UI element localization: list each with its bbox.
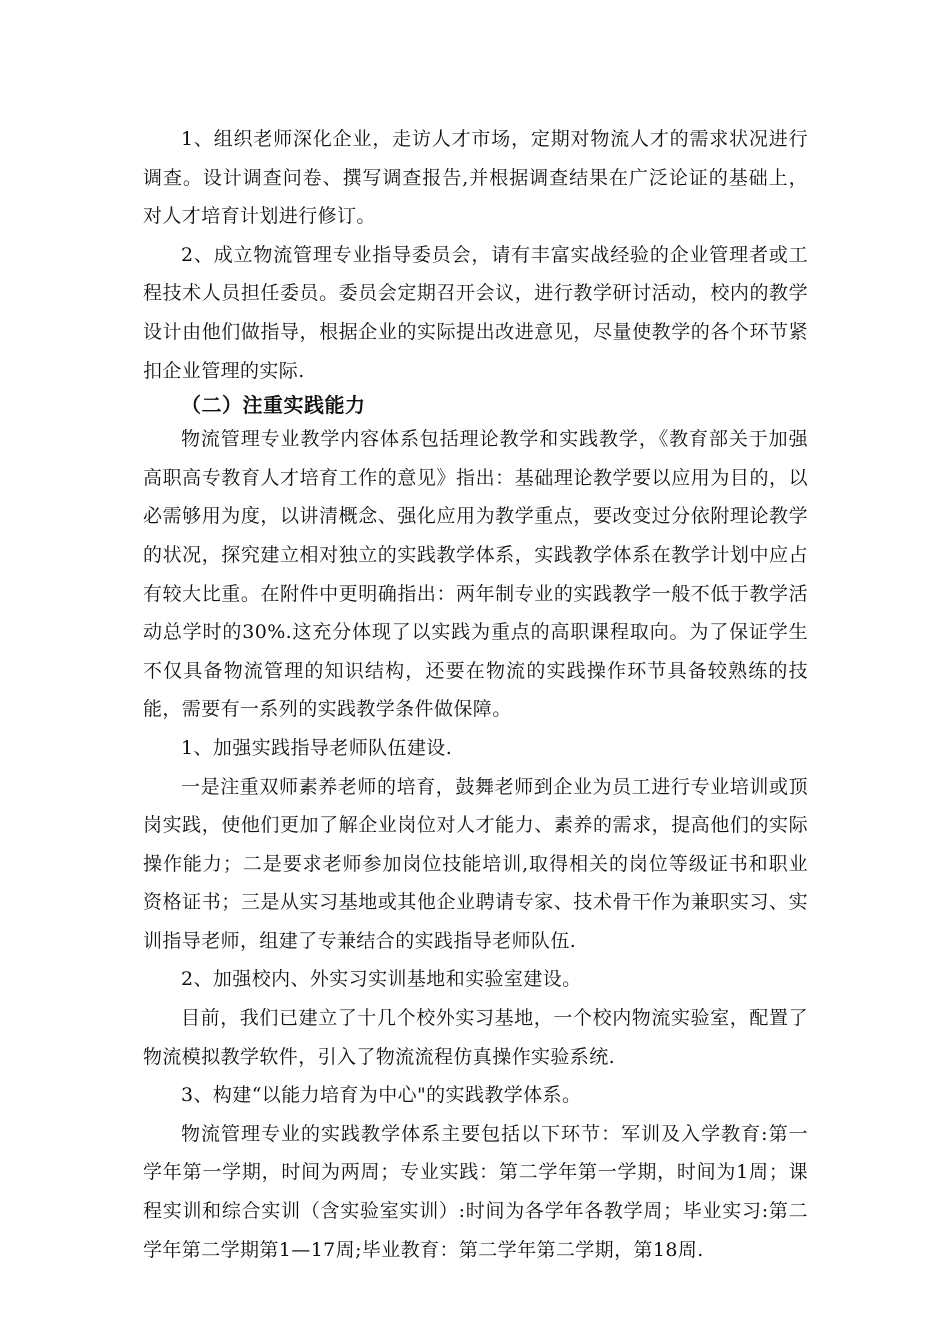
- paragraph-training-bases: 目前，我们已建立了十几个校外实习基地，一个校内物流实验室，配置了物流模拟教学软件，引入了物流流程仿真操作实验系统.: [143, 1007, 808, 1068]
- paragraph-item-2-title: 2、加强校内、外实习实训基地和实验室建设。: [181, 968, 582, 991]
- document-body: [143, 120, 808, 1269]
- paragraph-practice-schedule: 物流管理专业的实践教学体系主要包括以下环节：军训及入学教育:第一学年第一学期，时间为两周；专业实践：第二学年第一学期，时间为1周；课程实训和综合实训（含实验室实训）:时间为各学年各教学周；毕业实习:第二学年第二学期第1—17周;毕业教育：第二学年第二学期，第18周.: [143, 1122, 808, 1261]
- paragraph-investigation: 1、组织老师深化企业，走访人才市场，定期对物流人才的需求状况进行调查。设计调查问卷、撰写调查报告,并根据调查结果在广泛论证的基础上，对人才培育计划进行修订。: [143, 128, 808, 228]
- paragraph-item-1-title: 1、加强实践指导老师队伍建设.: [181, 736, 453, 759]
- paragraph-committee: 2、成立物流管理专业指导委员会，请有丰富实战经验的企业管理者或工程技术人员担任委员。委员会定期召开会议，进行教学研讨活动，校内的教学设计由他们做指导，根据企业的实际提出改进意见，尽量使教学的各个环节紧扣企业管理的实际.: [143, 243, 808, 382]
- paragraph-teacher-training: 一是注重双师素养老师的培育，鼓舞老师到企业为员工进行专业培训或顶岗实践，使他们更加了解企业岗位对人才能力、素养的需求，提高他们的实际操作能力；二是要求老师参加岗位技能培训,取得相关的岗位等级证书和职业资格证书；三是从实习基地或其他企业聘请专家、技术骨干作为兼职实习、实训指导老师，组建了专兼结合的实践指导老师队伍.: [143, 775, 808, 952]
- paragraph-practice-system: 物流管理专业教学内容体系包括理论教学和实践教学，《教育部关于加强高职高专教育人才培育工作的意见》指出：基础理论教学要以应用为目的，以必需够用为度，以讲清概念、强化应用为教学重点，要改变过分依附理论教学的状况，探究建立相对独立的实践教学体系，实践教学体系在教学计划中应占有较大比重。在附件中更明确指出：两年制专业的实践教学一般不低于教学活动总学时的30%.这充分体现了以实践为重点的高职课程取向。为了保证学生不仅具备物流管理的知识结构，还要在物流的实践操作环节具备较熟练的技能，需要有一系列的实践教学条件做保障。: [143, 428, 808, 721]
- section-heading-practice: （二）注重实践能力: [181, 393, 366, 418]
- paragraph-item-3-title: 3、构建“以能力培育为中心"的实践教学体系。: [181, 1084, 582, 1107]
